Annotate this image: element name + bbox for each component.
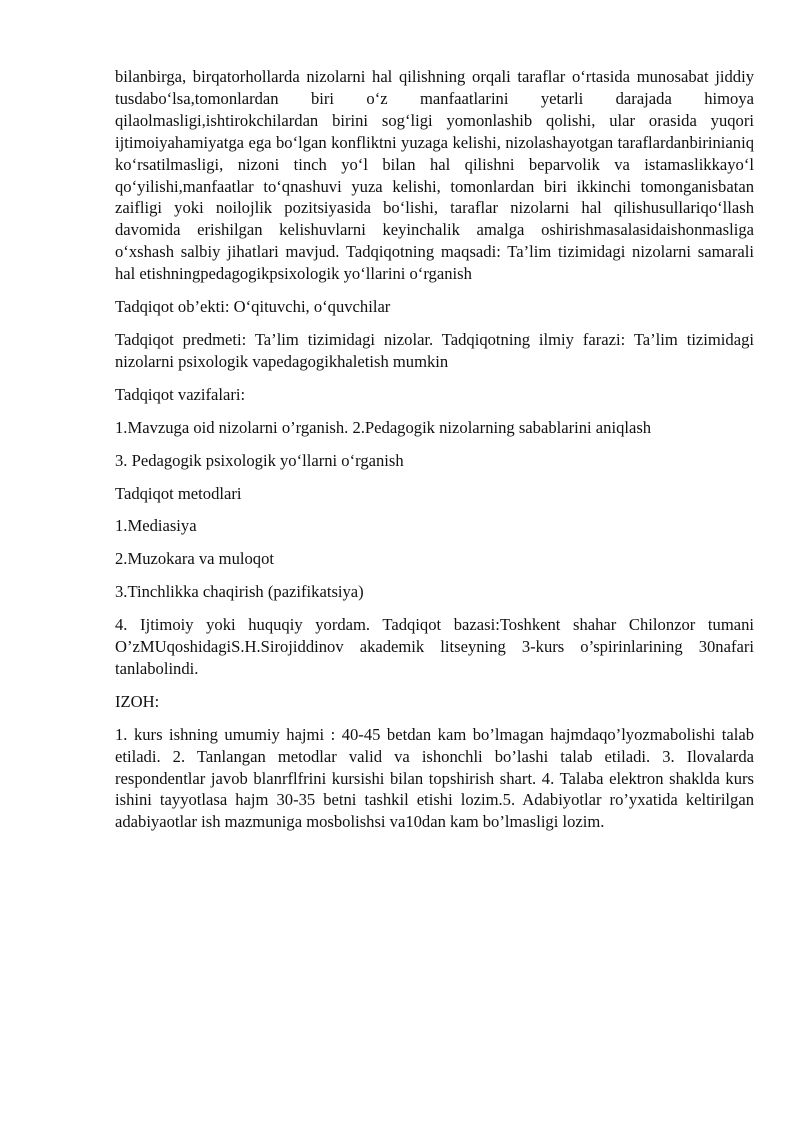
research-subject: Tadqiqot predmeti: Ta’lim tizimidagi nizolar. Tadqiqotning ilmiy farazi: Ta’lim tizimidagi nizolarni psixologik vapedagogikhaletish mumkin: [115, 329, 754, 371]
method-item-1: 1.Mediasiya: [115, 516, 197, 536]
note-heading: IZOH:: [115, 691, 160, 711]
method-item-4-and-base: 4. Ijtimoiy yoki huquqiy yordam. Tadqiqot bazasi:Toshkent shahar Chilonzor tumani O’zMUqoshidagiS.H.Sirojiddinov akademik litseyning 3-kurs o’spirinlarining 30nafari tanlabolindi.: [115, 615, 754, 678]
document-page: [115, 66, 754, 844]
research-object: Tadqiqot ob’ekti: O‘qituvchi, o‘quvchilar: [115, 297, 391, 317]
method-item-3: 3.Tinchlikka chaqirish (pazifikatsiya): [115, 582, 364, 602]
research-tasks-line-1: 1.Mavzuga oid nizolarni o’rganish. 2.Pedagogik nizolarning sabablarini aniqlash: [115, 417, 652, 437]
method-item-2: 2.Muzokara va muloqot: [115, 549, 274, 569]
intro-paragraph: bilanbirga, birqatorhollarda nizolarni hal qilishning orqali taraflar o‘rtasida munosabat jiddiy tusdabo‘lsa,tomonlardan biri o‘z manfaatlarini yetarli darajada himoya qilaolmasligi,ishtirokchilardan birini sog‘ligi yomonlashib qolishi, ular orasida yuqori ijtimoiyahamiyatga ega bo‘lgan konfliktni yuzaga kelishi, nizolashayotgan taraflardanbirinianiq ko‘rsatilmasligi, nizoni tinch yo‘l bilan hal qilishni beparvolik va istamaslikkayo‘l qo‘yilishi,manfaatlar to‘qnashuvi yuza kelishi, tomonlardan biri ikkinchi tomonganisbatan zaifligi yoki noilojlik pozitsiyasida bo‘lishi, taraflar nizolarni hal qilishusullariqo‘llash davomida erishilgan kelishuvlarni keyinchalik amalga oshirishmasalasidaishonmasliga o‘xshash salbiy jihatlari mavjud. Tadqiqotning maqsadi: Ta’lim tizimidagi nizolarni samarali hal etishningpedagogikpsixologik yo‘llarini o‘rganish: [115, 67, 754, 284]
note-paragraph: 1. kurs ishning umumiy hajmi : 40-45 betdan kam bo’lmagan hajmdaqo’lyozmabolishi talab etiladi. 2. Tanlangan metodlar valid va ishonchli bo’lashi talab etiladi. 3. Ilovalarda respondentlar javob blanrflfrini kursishi bilan topshirish shart. 4. Talaba elektron shaklda kurs ishini tayyotlasa hajm 30-35 betni tashkil etishi lozim.5. Adabiyotlar ro’yxatida keltirilgan adabiyaotlar ish mazmuniga mosbolishsi va10dan kam bo’lmasligi lozim.: [115, 724, 754, 832]
research-methods-heading: Tadqiqot metodlari: [115, 483, 242, 503]
research-tasks-heading: Tadqiqot vazifalari:: [115, 384, 246, 404]
research-tasks-line-2: 3. Pedagogik psixologik yo‘llarni o‘rganish: [115, 450, 404, 470]
